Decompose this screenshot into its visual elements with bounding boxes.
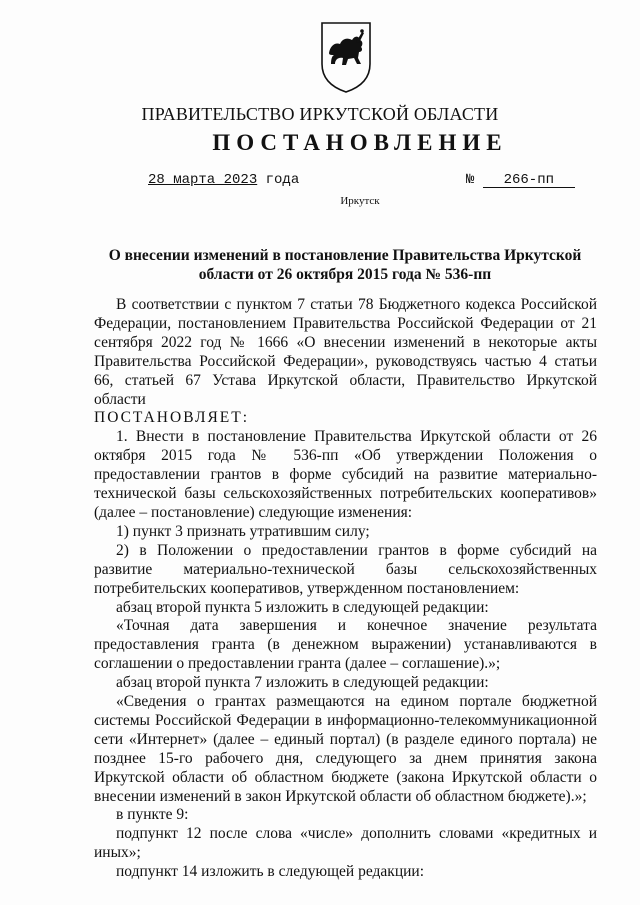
document-title: О внесении изменений в постановление Правительства Иркутской области от 26 октября 2015 года № 536-пп (108, 247, 582, 283)
body-paragraph: «Точная дата завершения и конечное значение результата предоставления гранта (в денежном выражении) устанавливаются в соглашении о предоставлении гранта (далее – соглашение).»; (94, 617, 597, 673)
body-paragraph: абзац второй пункта 7 изложить в следующей редакции: (116, 674, 489, 692)
document-type: ПОСТАНОВЛЕНИЕ (212, 130, 508, 155)
date-suffix: года (265, 172, 300, 188)
document-date (148, 172, 299, 188)
number-value: 266-пп (483, 173, 575, 188)
body-paragraph: подпункт 12 после слова «числе» дополнить словами «кредитных и иных»; (94, 825, 597, 862)
body-paragraph: 1. Внести в постановление Правительства Иркутской области от 26 октября 2015 года № 536-пп «Об утверждении Положения о предоставлении грантов в форме субсидий на развитие материально-технической базы сельскохозяйственных потребительских кооперативов» (далее – постановление) следующие изменения: (94, 428, 597, 521)
resolves-line: ПОСТАНОВЛЯЕТ: (94, 409, 250, 427)
body-paragraph: подпункт 14 изложить в следующей редакции: (116, 863, 425, 881)
government-name: ПРАВИТЕЛЬСТВО ИРКУТСКОЙ ОБЛАСТИ (141, 104, 499, 124)
document-body (94, 296, 597, 882)
body-paragraph: «Сведения о грантах размещаются на едином портале бюджетной системы Российской Федерации в информационно-телекоммуникационной сети «Интернет» (далее – единый портал) (в разделе единого портала) не позднее 15-го рабочего дня, следующего за днем принятия закона Иркутской области об областном бюджете (закона Иркутской области о внесении изменений в закон Иркутской области об областном бюджете).»; (94, 693, 597, 805)
body-paragraph: 2) в Положении о предоставлении грантов в форме субсидий на развитие материально-технической базы сельскохозяйственных потребительских кооперативов, утвержденном постановлением: (94, 541, 597, 597)
body-paragraph: 1) пункт 3 признать утратившим силу; (116, 522, 370, 540)
preamble-paragraph: В соответствии с пунктом 7 статьи 78 Бюджетного кодекса Российской Федерации, постановлением Правительства Российской Федерации от 21 сентября 2022 год № 1666 «О внесении изменений в некоторые акты Правительства Российской Федерации», руководствуясь частью 4 статьи 66, статьей 67 Устава Иркутской области, Правительство Иркутской области (94, 296, 597, 408)
body-paragraph: абзац второй пункта 5 изложить в следующей редакции: (116, 598, 489, 616)
irkutsk-coat-of-arms-icon (318, 20, 374, 94)
document-number (466, 172, 575, 188)
city: Иркутск (340, 195, 380, 207)
date-value: 28 марта 2023 (148, 172, 258, 188)
number-label: № (466, 172, 475, 188)
body-paragraph: в пункте 9: (116, 806, 189, 824)
